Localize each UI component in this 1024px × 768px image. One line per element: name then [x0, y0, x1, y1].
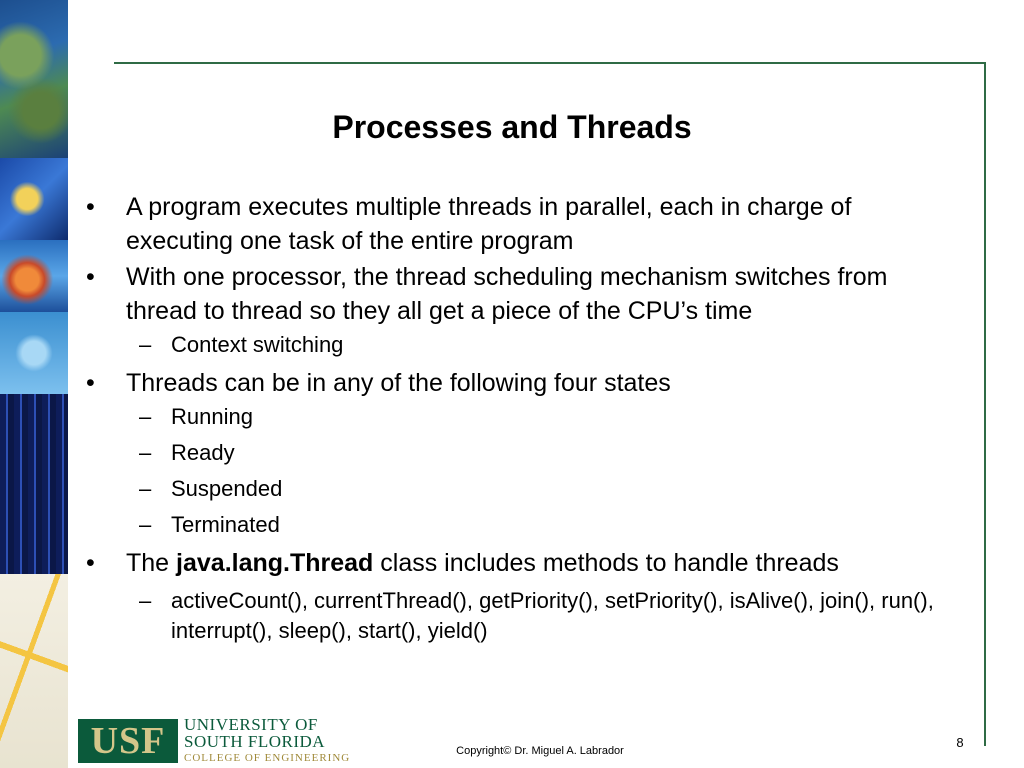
sub-bullet-item: [82, 438, 952, 468]
sub-bullet-text: Suspended: [171, 476, 283, 501]
usf-logo-mark: USF: [78, 719, 178, 763]
bullet-text-suffix: class includes methods to handle threads: [373, 549, 839, 577]
slide-body: [82, 190, 952, 646]
sub-bullet-marker: –: [139, 476, 152, 501]
sub-bullet-text: Running: [171, 404, 253, 429]
sub-bullet-marker: –: [139, 332, 152, 357]
usf-logo: [78, 715, 351, 766]
bullet-marker: •: [86, 369, 95, 397]
bullet-item: [82, 260, 952, 328]
bullet-marker: •: [86, 263, 95, 291]
frame-right-rule: [984, 62, 986, 746]
bullet-text-prefix: The: [126, 549, 177, 577]
bullet-text: A program executes multiple threads in parallel, each in charge of executing one task of the entire program: [126, 193, 852, 255]
sub-bullet-marker: –: [139, 404, 152, 429]
usf-logo-line1: UNIVERSITY OF: [184, 715, 318, 734]
sub-bullet-item: [82, 510, 952, 540]
sub-bullet-item: [82, 330, 952, 360]
slide-title: Processes and Threads: [332, 109, 692, 145]
earth-map-image: [0, 0, 68, 158]
bullet-item: [82, 366, 952, 400]
usf-logo-line2: SOUTH FLORIDA: [184, 732, 326, 751]
satellite-illustration: [0, 158, 68, 240]
sub-bullet-text: Context switching: [171, 332, 344, 357]
sub-bullet-marker: –: [139, 512, 152, 537]
sub-bullet-text: activeCount(), currentThread(), getPriority(), setPriority(), isAlive(), join(), run(), interrupt(), sleep(), start(), yield(): [171, 588, 934, 643]
sub-bullet-item: [82, 474, 952, 504]
sub-bullet-text: Terminated: [171, 512, 280, 537]
bullet-marker: •: [86, 549, 95, 577]
sub-bullet-marker: –: [139, 440, 152, 465]
bullet-item: [82, 546, 952, 580]
page-number: 8: [956, 735, 964, 750]
sub-bullet-item: [82, 402, 952, 432]
copyright-text: Copyright© Dr. Miguel A. Labrador: [456, 745, 624, 757]
road-map-image: [0, 574, 68, 768]
sub-bullet-item: [82, 586, 952, 646]
bullet-item: [82, 190, 952, 258]
bullet-marker: •: [86, 193, 95, 221]
decorative-image-strip: [0, 0, 68, 768]
usf-logo-line3: COLLEGE OF ENGINEERING: [184, 752, 351, 764]
bullet-text: Threads can be in any of the following four states: [126, 369, 671, 397]
frame-top-rule: [114, 62, 986, 64]
sub-bullet-marker: –: [139, 588, 152, 613]
phone-icon: [0, 312, 68, 394]
brain-image: [0, 240, 68, 312]
sub-bullet-text: Ready: [171, 440, 235, 465]
bullet-text: With one processor, the thread scheduling mechanism switches from thread to thread so they all get a piece of the CPU’s time: [126, 263, 888, 325]
circuit-board-image: [0, 394, 68, 574]
bullet-text-bold: java.lang.Thread: [176, 549, 374, 577]
